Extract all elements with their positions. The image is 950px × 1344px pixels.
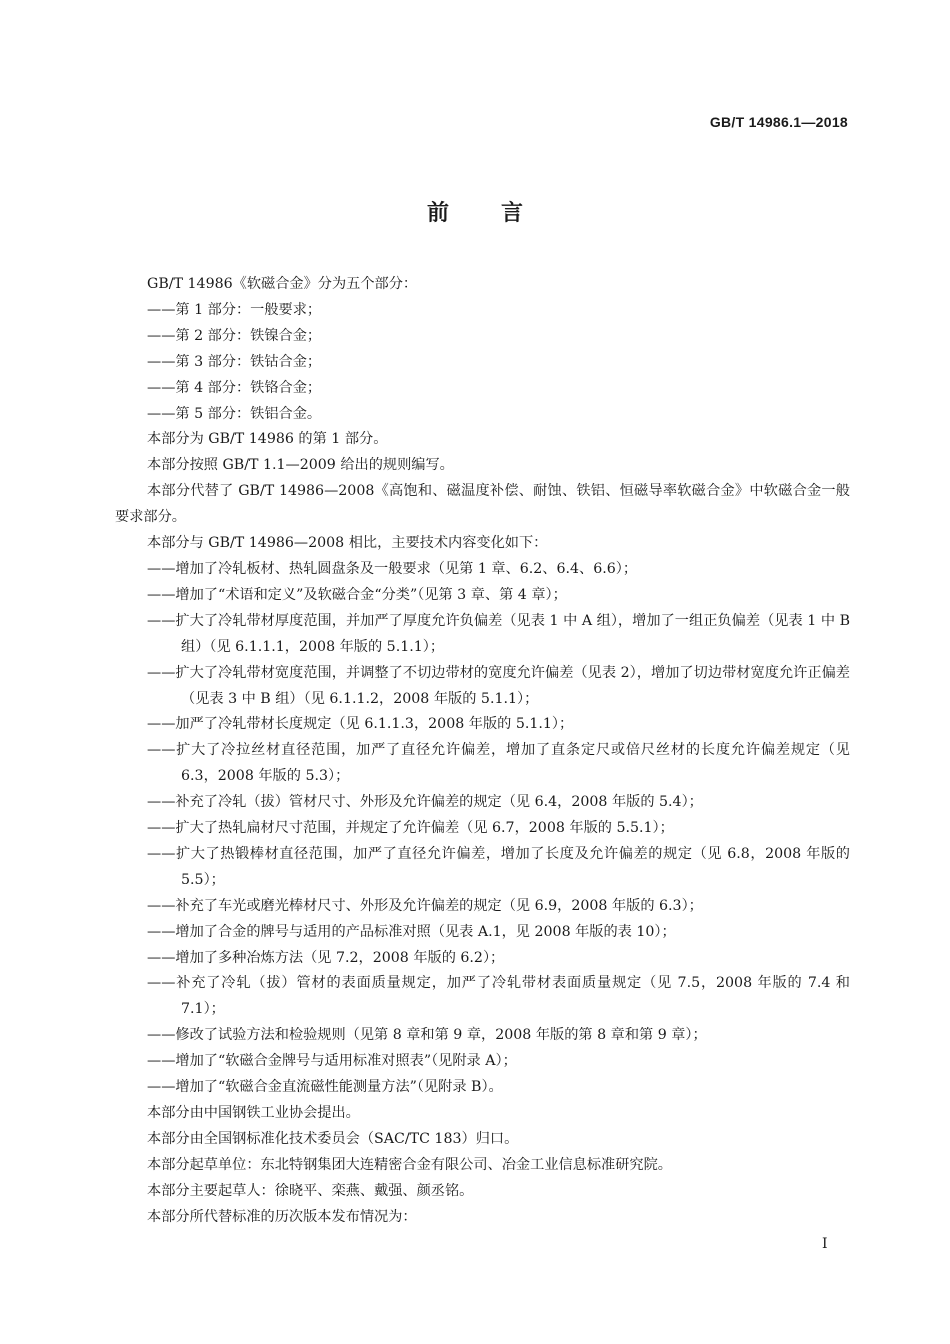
paragraph: 本部分按照 GB/T 1.1—2009 给出的规则编写。 (147, 457, 454, 474)
paragraph: 本部分所代替标准的历次版本发布情况为： (147, 1208, 417, 1225)
list-item: ——扩大了冷拉丝材直径范围，加严了直径允许偏差，增加了直条定尺或倍尺丝材的长度允许偏差规定（见 6.3，2008 年版的 5.3）； (147, 742, 850, 785)
list-item: ——增加了“软磁合金直流磁性能测量方法”（见附录 B）。 (147, 1079, 503, 1096)
list-item: ——第 5 部分：铁铝合金。 (147, 405, 322, 422)
document-body (115, 272, 850, 1231)
title-char: 前 (426, 201, 449, 226)
list-item: ——第 2 部分：铁镍合金； (147, 327, 322, 344)
paragraph: 本部分由全国钢标准化技术委员会（SAC/TC 183）归口。 (147, 1130, 519, 1147)
list-item: ——补充了车光或磨光棒材尺寸、外形及允许偏差的规定（见 6.9，2008 年版的 6.3）； (147, 897, 703, 914)
list-item: ——扩大了热轧扁材尺寸范围，并规定了允许偏差（见 6.7，2008 年版的 5.5.1）； (147, 820, 674, 837)
list-item: ——增加了“软磁合金牌号与适用标准对照表”（见附录 A）； (147, 1053, 517, 1070)
list-item: ——第 3 部分：铁钴合金； (147, 353, 322, 370)
list-item: ——第 4 部分：铁铬合金； (147, 379, 322, 396)
list-item: ——加严了冷轧带材长度规定（见 6.1.1.3，2008 年版的 5.1.1）； (147, 716, 574, 733)
title-char: 言 (501, 201, 524, 226)
paragraph: 本部分为 GB/T 14986 的第 1 部分。 (147, 431, 388, 448)
paragraph: 本部分由中国钢铁工业协会提出。 (147, 1105, 360, 1121)
list-item: ——增加了“术语和定义”及软磁合金“分类”（见第 3 章、第 4 章）； (147, 586, 567, 603)
standard-number: GB/T 14986.1—2018 (709, 114, 848, 130)
list-item: ——第 1 部分：一般要求； (147, 301, 322, 318)
page-number: I (822, 1236, 828, 1252)
list-item: ——增加了多种冶炼方法（见 7.2，2008 年版的 6.2）； (147, 949, 505, 966)
list-item: ——扩大了热锻棒材直径范围，加严了直径允许偏差，增加了长度及允许偏差的规定（见 6.8，2008 年版的 5.5）； (147, 845, 850, 888)
list-item: ——修改了试验方法和检验规则（见第 8 章和第 9 章，2008 年版的第 8 章和第 9 章）； (147, 1027, 707, 1044)
page-title (0, 196, 950, 227)
paragraph: GB/T 14986《软磁合金》分为五个部分： (147, 276, 418, 292)
list-item: ——补充了冷轧（拔）管材的表面质量规定，加严了冷轧带材表面质量规定（见 7.5，2008 年版的 7.4 和 7.1）； (147, 975, 850, 1018)
paragraph: 本部分主要起草人：徐晓平、栾燕、戴强、颜丞铭。 (147, 1182, 474, 1199)
list-item: ——增加了合金的牌号与适用的产品标准对照（见表 A.1，见 2008 年版的表 10）； (147, 923, 676, 940)
paragraph: 本部分起草单位：东北特钢集团大连精密合金有限公司、冶金工业信息标准研究院。 (147, 1156, 672, 1173)
paragraph: 本部分代替了 GB/T 14986—2008《高饱和、磁温度补偿、耐蚀、铁铝、恒磁导率软磁合金》中软磁合金一般要求部分。 (115, 483, 850, 526)
list-item: ——补充了冷轧（拔）管材尺寸、外形及允许偏差的规定（见 6.4，2008 年版的 5.4）； (147, 794, 703, 811)
list-item: ——增加了冷轧板材、热轧圆盘条及一般要求（见第 1 章、6.2、6.4、6.6）； (147, 560, 638, 577)
paragraph: 本部分与 GB/T 14986—2008 相比，主要技术内容变化如下： (147, 535, 548, 552)
list-item: ——扩大了冷轧带材宽度范围，并调整了不切边带材的宽度允许偏差（见表 2），增加了切边带材宽度允许正偏差（见表 3 中 B 组）（见 6.1.1.2，2008 年版的 5.1.1）； (147, 664, 850, 707)
list-item: ——扩大了冷轧带材厚度范围，并加严了厚度允许负偏差（见表 1 中 A 组），增加了一组正负偏差（见表 1 中 B 组）（见 6.1.1.1，2008 年版的 5.1.1）； (147, 612, 850, 655)
